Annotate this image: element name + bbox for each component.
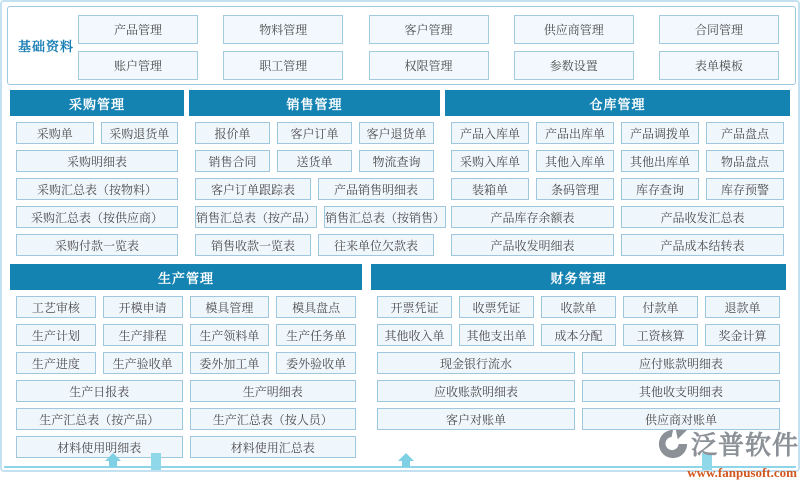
module-button[interactable]: 付款单 bbox=[623, 296, 698, 318]
module-button[interactable]: 物流查询 bbox=[359, 150, 434, 172]
module-button[interactable]: 产品入库单 bbox=[451, 122, 529, 144]
base-module-button[interactable]: 账户管理 bbox=[78, 51, 198, 80]
module-button[interactable]: 开票凭证 bbox=[377, 296, 452, 318]
module-button[interactable]: 客户订单跟踪表 bbox=[195, 178, 311, 200]
base-module-button[interactable]: 客户管理 bbox=[369, 15, 489, 44]
module-button[interactable]: 退款单 bbox=[705, 296, 780, 318]
module-button[interactable]: 应收账款明细表 bbox=[377, 380, 575, 402]
sales-panel-header: 销售管理 bbox=[189, 90, 440, 116]
base-module-button[interactable]: 参数设置 bbox=[514, 51, 634, 80]
module-button[interactable]: 开模申请 bbox=[103, 296, 183, 318]
module-button[interactable]: 产品收发明细表 bbox=[451, 234, 614, 256]
production-panel bbox=[10, 264, 362, 458]
module-button[interactable]: 收款单 bbox=[541, 296, 616, 318]
base-module-button[interactable]: 物料管理 bbox=[223, 15, 343, 44]
logo-text: 泛普软件 bbox=[690, 431, 799, 461]
fanpusoft-logo bbox=[647, 428, 799, 481]
module-button[interactable]: 产品收发汇总表 bbox=[621, 206, 784, 228]
module-button[interactable]: 其他支出单 bbox=[459, 324, 534, 346]
module-button[interactable]: 客户订单 bbox=[277, 122, 352, 144]
module-button[interactable]: 产品库存余额表 bbox=[451, 206, 614, 228]
base-module-button[interactable]: 合同管理 bbox=[659, 15, 779, 44]
module-button[interactable]: 销售收款一览表 bbox=[195, 234, 311, 256]
warehouse-panel-header: 仓库管理 bbox=[445, 90, 790, 116]
module-button[interactable]: 生产验收单 bbox=[103, 352, 183, 374]
base-data-section bbox=[7, 6, 796, 85]
module-button[interactable]: 库存预警 bbox=[706, 178, 784, 200]
purchase-panel bbox=[10, 90, 184, 256]
module-button[interactable]: 应付账款明细表 bbox=[582, 352, 780, 374]
module-button[interactable]: 成本分配 bbox=[541, 324, 616, 346]
production-panel-header: 生产管理 bbox=[10, 264, 362, 290]
module-button[interactable]: 工资核算 bbox=[623, 324, 698, 346]
module-button[interactable]: 其他入库单 bbox=[536, 150, 614, 172]
finance-panel bbox=[371, 264, 786, 430]
module-button[interactable]: 生产进度 bbox=[16, 352, 96, 374]
base-module-button[interactable]: 职工管理 bbox=[223, 51, 343, 80]
module-button[interactable]: 销售合同 bbox=[195, 150, 270, 172]
module-button[interactable]: 其他出库单 bbox=[621, 150, 699, 172]
up-arrow-icon bbox=[398, 453, 414, 467]
module-button[interactable]: 生产日报表 bbox=[16, 380, 183, 402]
module-button[interactable]: 生产领料单 bbox=[190, 324, 270, 346]
connector-bar bbox=[151, 453, 161, 470]
module-button[interactable]: 产品盘点 bbox=[706, 122, 784, 144]
module-button[interactable]: 销售汇总表（按产品） bbox=[195, 206, 317, 228]
module-button[interactable]: 采购入库单 bbox=[451, 150, 529, 172]
module-button[interactable]: 送货单 bbox=[277, 150, 352, 172]
module-button[interactable]: 销售汇总表（按销售） bbox=[324, 206, 446, 228]
module-button[interactable]: 收票凭证 bbox=[459, 296, 534, 318]
module-button[interactable]: 产品成本结转表 bbox=[621, 234, 784, 256]
module-button[interactable]: 其他收入单 bbox=[377, 324, 452, 346]
base-module-button[interactable]: 产品管理 bbox=[78, 15, 198, 44]
logo-url: www.fanpusoft.com bbox=[687, 465, 797, 480]
module-button[interactable]: 委外加工单 bbox=[190, 352, 270, 374]
base-data-grid bbox=[78, 15, 779, 80]
module-button[interactable]: 采购付款一览表 bbox=[16, 234, 178, 256]
module-button[interactable]: 材料使用明细表 bbox=[16, 436, 183, 458]
module-button[interactable]: 报价单 bbox=[195, 122, 270, 144]
fanpu-logo-icon bbox=[657, 428, 689, 464]
module-button[interactable]: 采购退货单 bbox=[101, 122, 179, 144]
module-button[interactable]: 装箱单 bbox=[451, 178, 529, 200]
module-button[interactable]: 客户对账单 bbox=[377, 408, 575, 430]
module-button[interactable]: 其他收支明细表 bbox=[582, 380, 780, 402]
module-button[interactable]: 模具管理 bbox=[190, 296, 270, 318]
module-button[interactable]: 供应商对账单 bbox=[582, 408, 780, 430]
module-button[interactable]: 生产汇总表（按产品） bbox=[16, 408, 183, 430]
module-button[interactable]: 生产汇总表（按人员） bbox=[190, 408, 357, 430]
module-button[interactable]: 采购单 bbox=[16, 122, 94, 144]
module-button[interactable]: 工艺审核 bbox=[16, 296, 96, 318]
module-button[interactable]: 采购汇总表（按物料） bbox=[16, 178, 178, 200]
up-arrow-icon bbox=[105, 453, 121, 467]
base-module-button[interactable]: 表单模板 bbox=[659, 51, 779, 80]
base-module-button[interactable]: 供应商管理 bbox=[514, 15, 634, 44]
sales-panel bbox=[189, 90, 446, 256]
module-button[interactable]: 采购汇总表（按供应商） bbox=[16, 206, 178, 228]
module-button[interactable]: 生产任务单 bbox=[276, 324, 356, 346]
module-button[interactable]: 往来单位欠款表 bbox=[318, 234, 434, 256]
base-module-button[interactable]: 权限管理 bbox=[369, 51, 489, 80]
base-data-label: 基础资料 bbox=[18, 40, 75, 55]
module-button[interactable]: 物品盘点 bbox=[706, 150, 784, 172]
module-button[interactable]: 产品出库单 bbox=[536, 122, 614, 144]
module-button[interactable]: 生产计划 bbox=[16, 324, 96, 346]
purchase-panel-header: 采购管理 bbox=[10, 90, 184, 116]
finance-panel-header: 财务管理 bbox=[371, 264, 786, 290]
module-button[interactable]: 材料使用汇总表 bbox=[190, 436, 357, 458]
warehouse-panel bbox=[445, 90, 790, 256]
module-button[interactable]: 委外验收单 bbox=[276, 352, 356, 374]
module-button[interactable]: 客户退货单 bbox=[359, 122, 434, 144]
module-button[interactable]: 模具盘点 bbox=[276, 296, 356, 318]
module-button[interactable]: 生产排程 bbox=[103, 324, 183, 346]
module-button[interactable]: 奖金计算 bbox=[705, 324, 780, 346]
module-button[interactable]: 产品调拨单 bbox=[621, 122, 699, 144]
module-button[interactable]: 采购明细表 bbox=[16, 150, 178, 172]
module-button[interactable]: 产品销售明细表 bbox=[318, 178, 434, 200]
module-button[interactable]: 现金银行流水 bbox=[377, 352, 575, 374]
module-button[interactable]: 条码管理 bbox=[536, 178, 614, 200]
module-button[interactable]: 库存查询 bbox=[621, 178, 699, 200]
module-button[interactable]: 生产明细表 bbox=[190, 380, 357, 402]
